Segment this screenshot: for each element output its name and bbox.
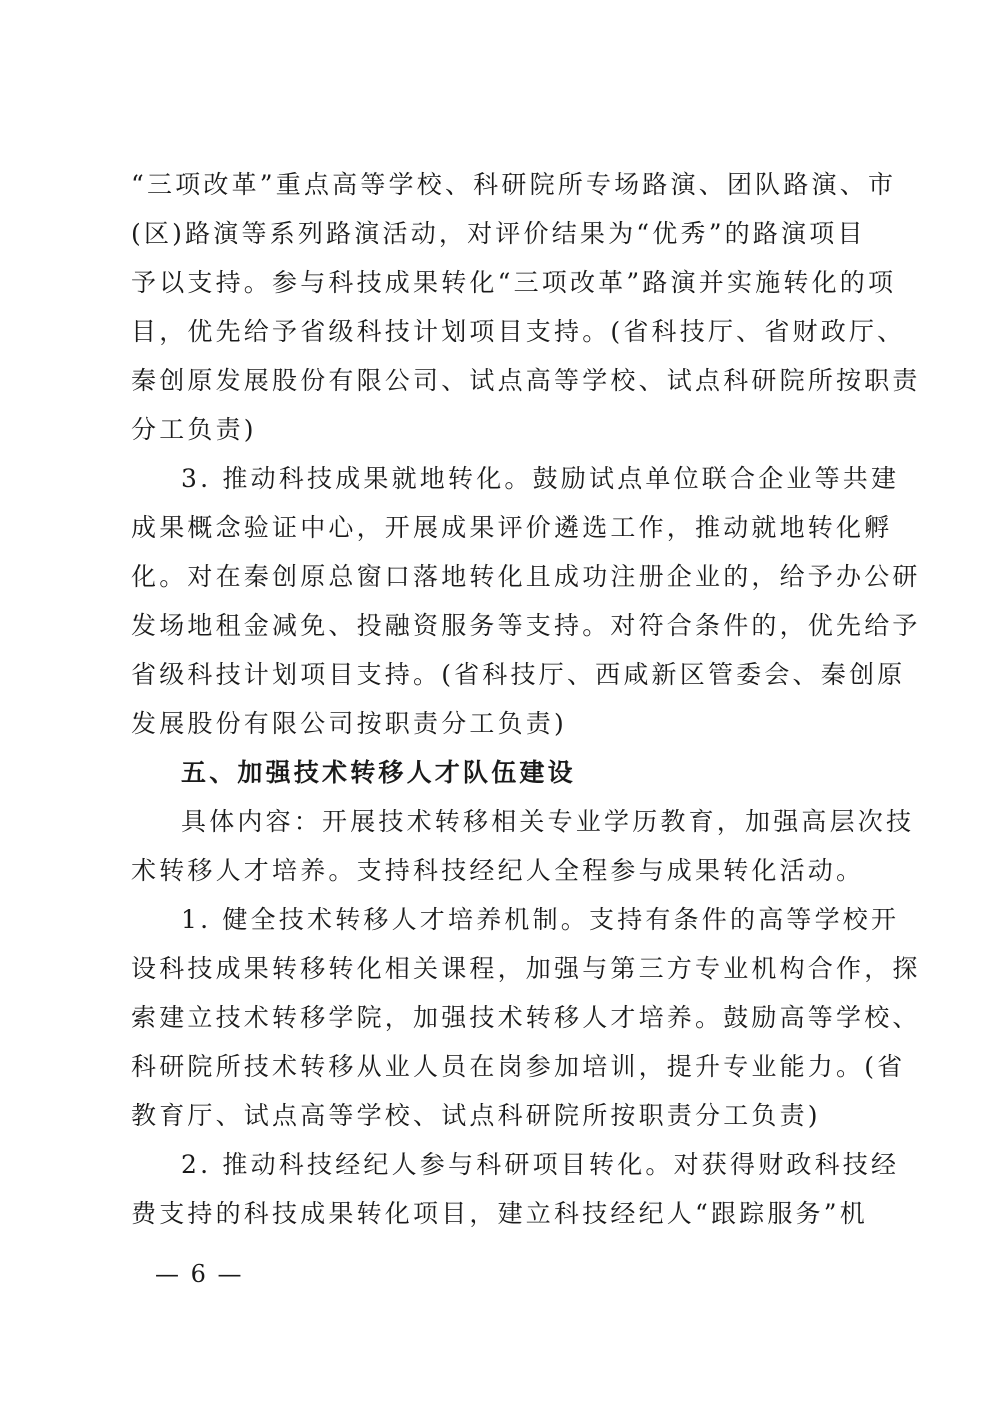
section-heading: 五、加强技术转移人才队伍建设 — [181, 758, 576, 787]
paragraph-line: 教育厅、试点高等学校、试点科研院所按职责分工负责) — [131, 1101, 821, 1130]
paragraph-line: 3. 推动科技成果就地转化。鼓励试点单位联合企业等共建 — [181, 464, 900, 493]
paragraph-line: 术转移人才培养。支持科技经纪人全程参与成果转化活动。 — [131, 856, 865, 885]
paragraph-line: 分工负责) — [131, 415, 257, 444]
paragraph-line: “三项改革”重点高等学校、科研院所专场路演、团队路演、市 — [131, 170, 897, 199]
paragraph-line: 费支持的科技成果转化项目，建立科技经纪人“跟踪服务”机 — [131, 1199, 868, 1228]
paragraph-line: 发场地租金减免、投融资服务等支持。对符合条件的，优先给予 — [131, 611, 921, 640]
page-number: — 6 — — [155, 1260, 244, 1288]
paragraph-line: 化。对在秦创原总窗口落地转化且成功注册企业的，给予办公研 — [131, 562, 921, 591]
paragraph-line: 2. 推动科技经纪人参与科研项目转化。对获得财政科技经 — [181, 1150, 900, 1179]
paragraph-line: 成果概念验证中心，开展成果评价遴选工作，推动就地转化孵 — [131, 513, 893, 542]
paragraph-line: 目，优先给予省级科技计划项目支持。(省科技厅、省财政厅、 — [131, 317, 906, 346]
paragraph-line: 予以支持。参与科技成果转化“三项改革”路演并实施转化的项 — [131, 268, 897, 297]
paragraph-line: 秦创原发展股份有限公司、试点高等学校、试点科研院所按职责 — [131, 366, 921, 395]
paragraph-line: (区)路演等系列路演活动，对评价结果为“优秀”的路演项目 — [131, 219, 866, 248]
paragraph-line: 科研院所技术转移从业人员在岗参加培训，提升专业能力。(省 — [131, 1052, 906, 1081]
paragraph-line: 具体内容：开展技术转移相关专业学历教育，加强高层次技 — [181, 807, 915, 836]
paragraph-line: 索建立技术转移学院，加强技术转移人才培养。鼓励高等学校、 — [131, 1003, 921, 1032]
paragraph-line: 设科技成果转移转化相关课程，加强与第三方专业机构合作，探 — [131, 954, 921, 983]
paragraph-line: 发展股份有限公司按职责分工负责) — [131, 709, 567, 738]
paragraph-line: 1. 健全技术转移人才培养机制。支持有条件的高等学校开 — [181, 905, 900, 934]
paragraph-line: 省级科技计划项目支持。(省科技厅、西咸新区管委会、秦创原 — [131, 660, 906, 689]
